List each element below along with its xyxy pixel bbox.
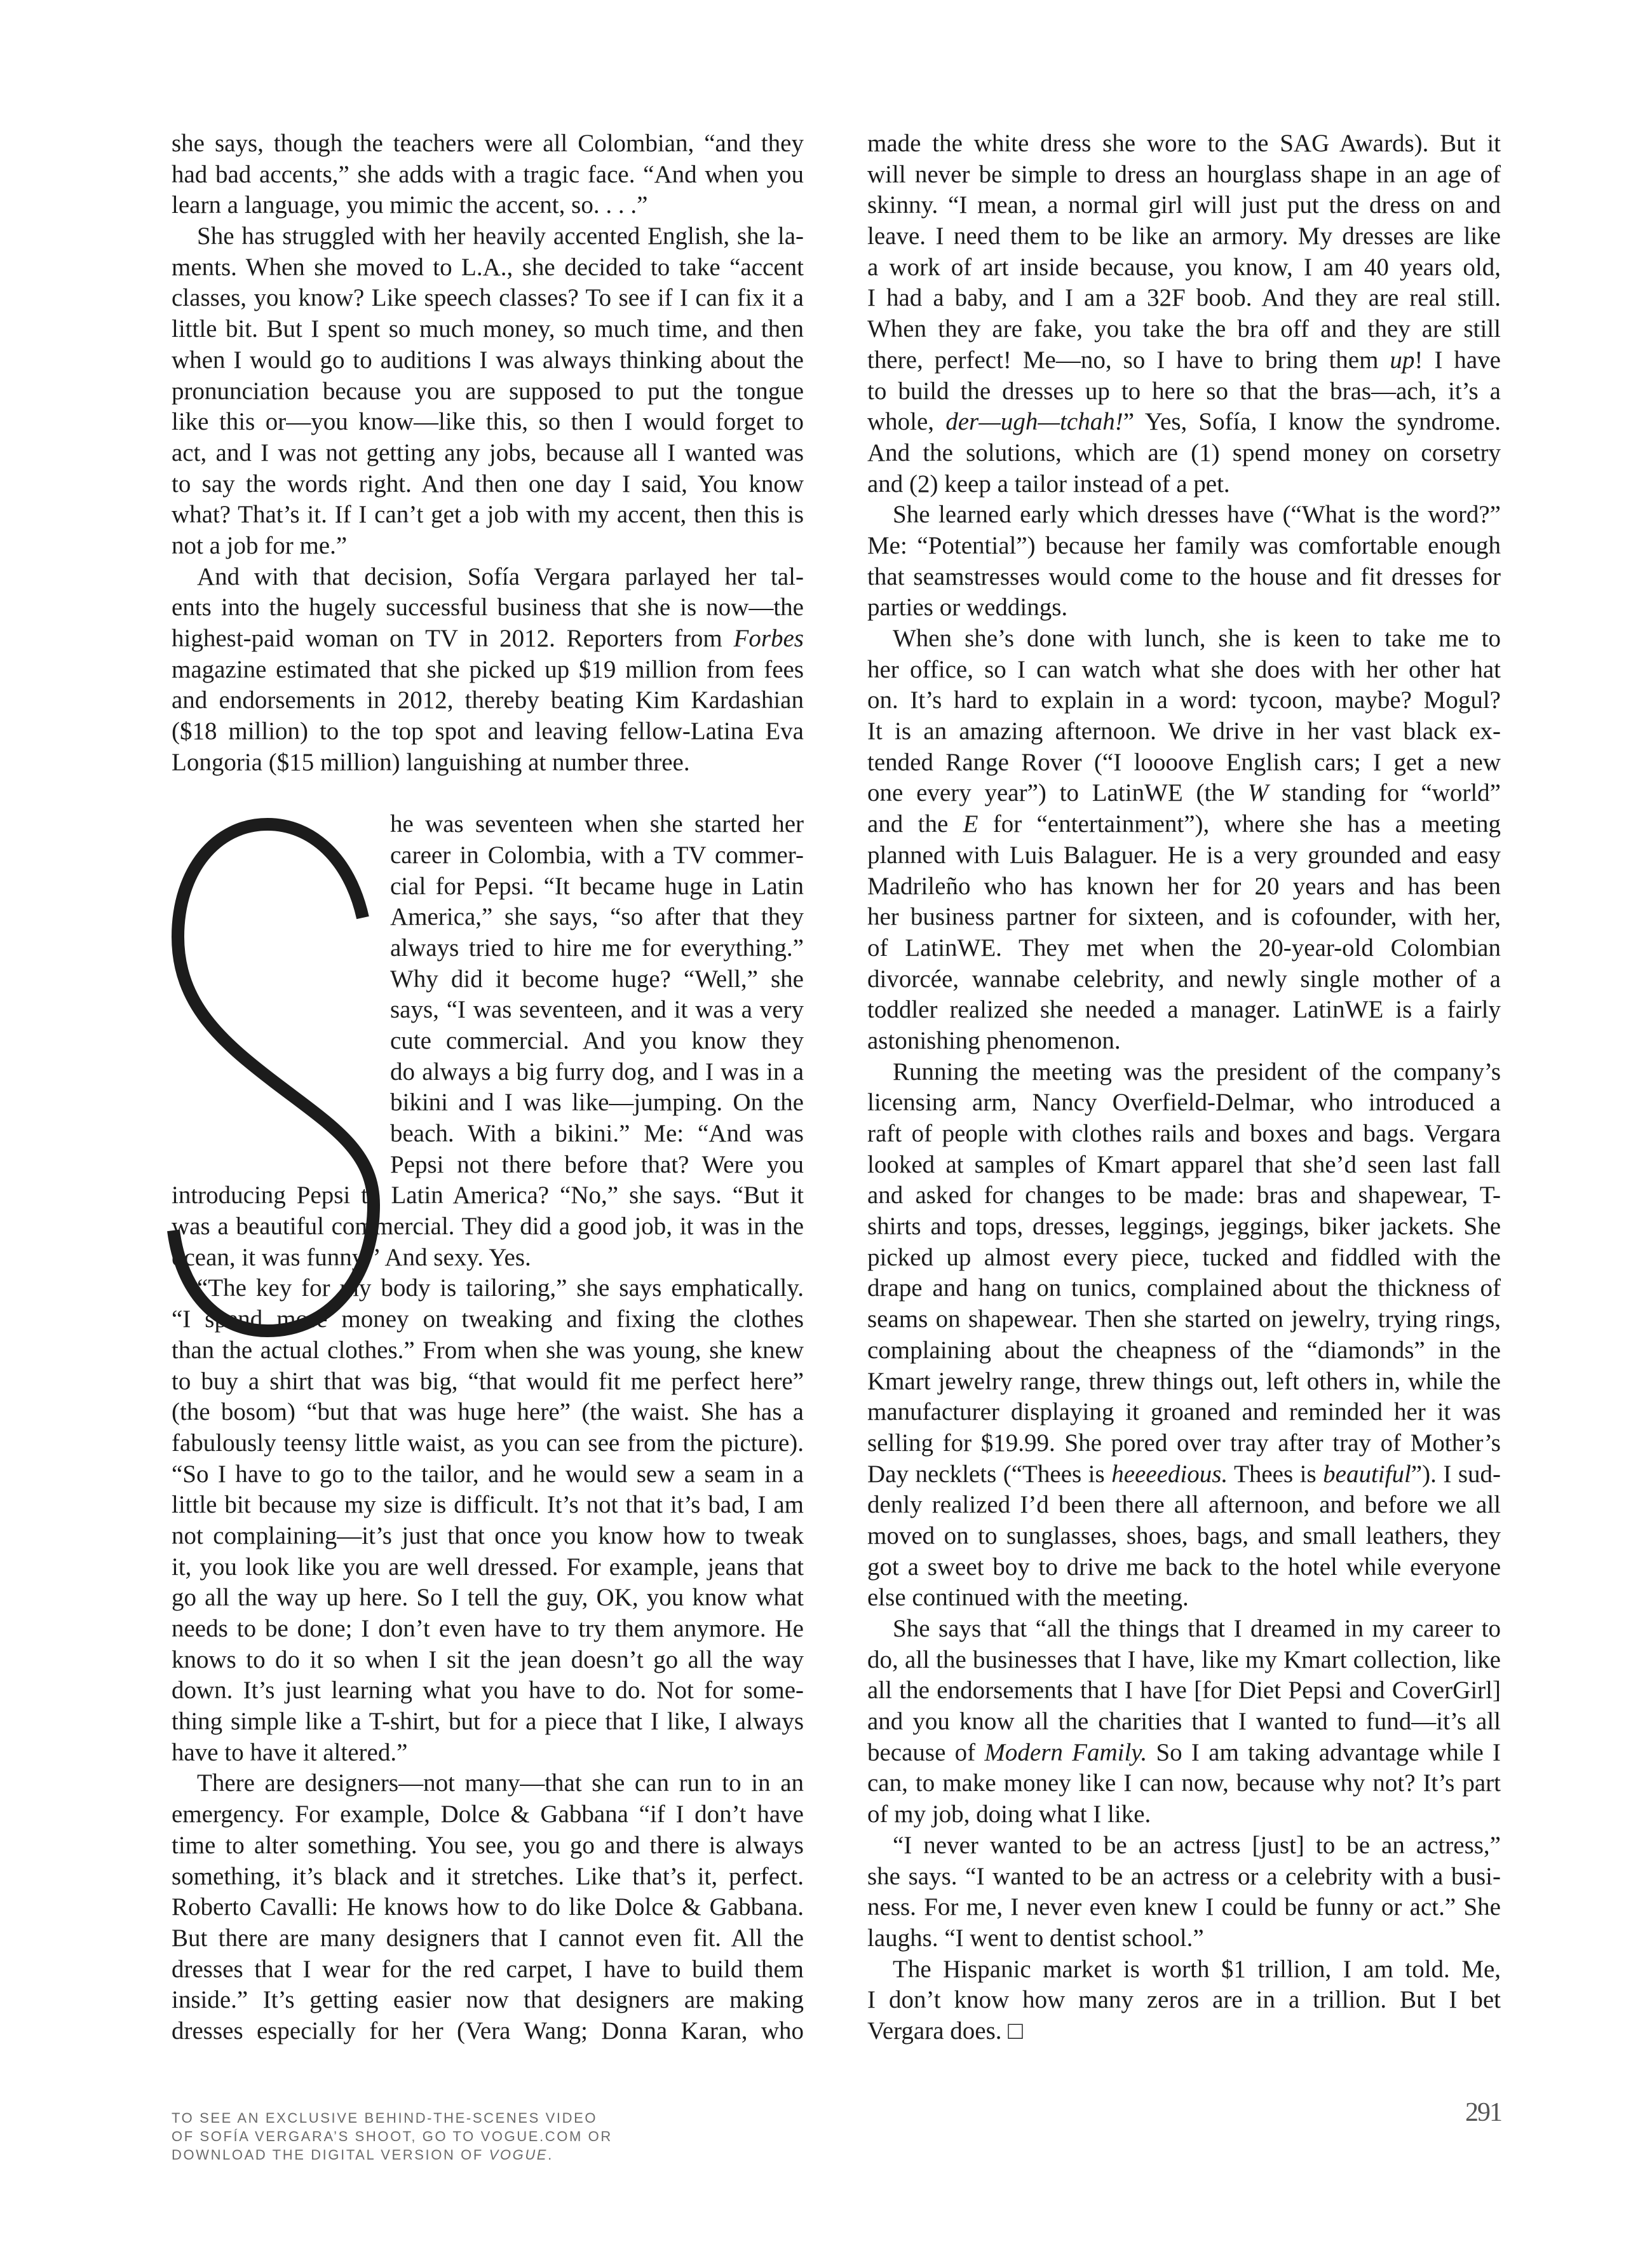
text-line: tended Range Rover (“I loooove English cars; I get a new: [867, 748, 1501, 776]
text-run: DOWNLOAD THE DIGITAL VERSION OF: [172, 2147, 489, 2163]
paragraph: [172, 1768, 804, 2046]
text-line: Vergara does. □: [867, 2017, 1023, 2045]
paragraph: [172, 562, 804, 779]
text-line: Why did it become huge? “Well,” she: [390, 965, 804, 993]
text-line: [867, 1459, 1501, 1490]
text-line: Running the meeting was the president of the company’s: [893, 1058, 1501, 1086]
text-line: that seamstresses would come to the house and fit dresses for: [867, 562, 1501, 590]
text-line: raft of people with clothes rails and boxes and bags. Vergara: [867, 1120, 1501, 1147]
text-line: a work of art inside because, you know, I am 40 years old,: [867, 253, 1501, 281]
text-line: Me: “Potential”) because her family was comfortable enough: [867, 531, 1501, 559]
text-line: [867, 345, 1501, 376]
text-line: was a beautiful commercial. They did a good job, it was in the: [172, 1213, 804, 1241]
text-line: little bit. But I spent so much money, so much time, and then: [172, 315, 804, 343]
text-line: selling for $19.99. She pored over tray after tray of Mother’s: [867, 1429, 1501, 1457]
text-line: “The key for my body is tailoring,” she says emphatically.: [197, 1274, 804, 1302]
italic-text: E: [963, 810, 978, 838]
text-line: what? That’s it. If I can’t get a job with my accent, then this is: [172, 501, 804, 529]
text-line: to say the words right. And then one day I said, You know: [172, 470, 804, 498]
text-line: America,” she says, “so after that they: [390, 903, 804, 931]
text-line: down. It’s just learning what you have to do. Not for some-: [172, 1677, 804, 1705]
text-line: thing simple like a T-shirt, but for a piece that I like, I always: [172, 1708, 804, 1736]
text-run: standing for “world”: [1268, 779, 1501, 807]
text-run: OF SOFÍA VERGARA’S SHOOT, GO TO VOGUE.COM OR: [172, 2128, 613, 2144]
text-line: and you know all the charities that I wanted to fund—it’s all: [867, 1708, 1501, 1736]
paragraph: [172, 221, 804, 562]
text-line: time to alter something. You see, you go and there is always: [172, 1831, 804, 1859]
paragraph: [867, 1830, 1501, 1954]
text-line: have to have it altered.”: [172, 1738, 408, 1766]
paragraph-spacer: [172, 778, 804, 809]
text-line: laughs. “I went to dentist school.”: [867, 1924, 1204, 1952]
text-line: When they are fake, you take the bra off and they are still: [867, 315, 1501, 343]
text-line: complaining about the cheapness of the “diamonds” in the: [867, 1336, 1501, 1364]
italic-text: beautiful: [1323, 1460, 1411, 1488]
text-line: had bad accents,” she adds with a tragic face. “And when you: [172, 160, 804, 188]
text-line: I had a baby, and I am a 32F boob. And they are real still.: [867, 284, 1501, 312]
paragraph: [867, 1614, 1501, 1830]
text-line: it, you look like you are well dressed. For example, jeans that: [172, 1553, 804, 1581]
italic-text: heeeedious.: [1111, 1460, 1228, 1488]
text-run: ! I have: [1414, 346, 1501, 374]
text-run: one every year”) to LatinWE (the: [867, 779, 1248, 807]
text-line: all the endorsements that I have [for Diet Pepsi and CoverGirl]: [867, 1677, 1501, 1705]
text-line: Pepsi not there before that? Were you: [390, 1150, 804, 1178]
text-line: and asked for changes to be made: bras and shapewear, T-: [867, 1181, 1501, 1209]
text-line: can, to make money like I can now, because why not? It’s part: [867, 1769, 1501, 1797]
paragraph: [867, 1057, 1501, 1614]
text-run: and the: [867, 810, 963, 838]
text-run: ”). I sud-: [1411, 1460, 1501, 1488]
text-line: Roberto Cavalli: He knows how to do like Dolce & Gabbana.: [172, 1893, 804, 1921]
text-line: She has struggled with her heavily accented English, she la-: [197, 222, 804, 250]
text-line: shirts and tops, dresses, leggings, jeggings, biker jackets. She: [867, 1213, 1501, 1241]
text-line: [172, 623, 804, 655]
text-line: (the bosom) “but that was huge here” (the waist. She has a: [172, 1398, 804, 1426]
text-line: Longoria ($15 million) languishing at number three.: [172, 748, 690, 776]
text-line: And with that decision, Sofía Vergara parlayed her tal-: [197, 562, 804, 590]
text-line: cial for Pepsi. “It became huge in Latin: [390, 872, 804, 900]
text-line: inside.” It’s getting easier now that designers are making: [172, 1986, 804, 2014]
paragraph: [867, 128, 1501, 500]
text-line: got a sweet boy to drive me back to the hotel while everyone: [867, 1553, 1501, 1581]
text-run: because of: [867, 1738, 985, 1766]
text-line: not a job for me.”: [172, 531, 348, 559]
text-line: when I would go to auditions I was always thinking about the: [172, 346, 804, 374]
footer-note-line: [172, 2109, 613, 2127]
text-line: and endorsements in 2012, thereby beating Kim Kardashian: [172, 686, 804, 714]
text-line: than the actual clothes.” From when she was young, she knew: [172, 1336, 804, 1364]
paragraph: [172, 128, 804, 221]
text-line: to buy a shirt that was big, “that would fit me perfect here”: [172, 1367, 804, 1395]
text-line: bikini and I was like—jumping. On the: [390, 1089, 804, 1117]
text-line: denly realized I’d been there all afternoon, and before we all: [867, 1491, 1501, 1519]
text-line: will never be simple to dress an hourglass shape in an age of: [867, 160, 1501, 188]
text-line: magazine estimated that she picked up $19 million from fees: [172, 655, 804, 683]
text-line: “So I have to go to the tailor, and he would sew a seam in a: [172, 1460, 804, 1488]
text-line: on. It’s hard to explain in a word: tycoon, maybe? Mogul?: [867, 686, 1501, 714]
text-line: act, and I was not getting any jobs, because all I wanted was: [172, 439, 804, 466]
text-line: says, “I was seventeen, and it was a very: [390, 996, 804, 1024]
text-line: something, it’s black and it stretches. Like that’s it, perfect.: [172, 1862, 804, 1890]
text-line: astonishing phenomenon.: [867, 1026, 1121, 1054]
text-line: When she’s done with lunch, she is keen to take me to: [893, 625, 1501, 652]
text-line: always tried to hire me for everything.”: [390, 934, 804, 962]
text-line: leave. I need them to be like an armory. My dresses are like: [867, 222, 1501, 250]
text-line: ments. When she moved to L.A., she decided to take “accent: [172, 253, 804, 281]
text-line: divorcée, wannabe celebrity, and newly single mother of a: [867, 965, 1501, 993]
text-line: cute commercial. And you know they: [390, 1026, 804, 1054]
text-line: introducing Pepsi to Latin America? “No,” she says. “But it: [172, 1181, 804, 1209]
italic-text: Forbes: [733, 625, 804, 652]
text-line: seams on shapewear. Then she started on jewelry, trying rings,: [867, 1305, 1501, 1333]
text-line: [867, 778, 1501, 809]
text-run: highest-paid woman on TV in 2012. Reporters from: [172, 625, 734, 652]
text-line: I don’t know how many zeros are in a trillion. But I bet: [867, 1986, 1501, 2014]
footer-note-line: [172, 2146, 613, 2164]
text-run: whole,: [867, 408, 946, 436]
text-run: Thees is: [1228, 1460, 1324, 1488]
text-line: dresses that I wear for the red carpet, I have to build them: [172, 1955, 804, 1983]
text-line: knows to do it so when I sit the jean doesn’t go all the way: [172, 1645, 804, 1673]
text-line: She says that “all the things that I dreamed in my career to: [893, 1615, 1501, 1642]
text-line: [867, 1738, 1501, 1769]
text-line: There are designers—not many—that she can run to in an: [197, 1769, 804, 1797]
paragraph: [867, 500, 1501, 623]
text-line: of LatinWE. They met when the 20-year-old Colombian: [867, 934, 1501, 962]
text-run: there, perfect! Me—no, so I have to bring them: [867, 346, 1390, 374]
text-line: classes, you know? Like speech classes? To see if I can fix it a: [172, 284, 804, 312]
text-line: dresses especially for her (Vera Wang; Donna Karan, who: [172, 2017, 804, 2045]
drop-cap-s: [159, 813, 388, 1347]
footer-video-note: [172, 2109, 613, 2164]
text-line: toddler realized she needed a manager. LatinWE is a fairly: [867, 996, 1501, 1024]
text-line: picked up almost every piece, tucked and fiddled with the: [867, 1243, 1501, 1271]
text-run: .: [548, 2147, 553, 2163]
paragraph: [867, 623, 1501, 1057]
text-line: She learned early which dresses have (“What is the word?”: [893, 501, 1501, 529]
page-number: 291: [1465, 2098, 1501, 2127]
text-line: ness. For me, I never even knew I could be funny or act.” She: [867, 1893, 1501, 1921]
text-line: ($18 million) to the top spot and leaving fellow-Latina Eva: [172, 718, 804, 745]
text-line: beach. With a bikini.” Me: “And was: [390, 1120, 804, 1147]
text-line: not complaining—it’s just that once you know how to tweak: [172, 1521, 804, 1549]
text-line: do, all the businesses that I have, like my Kmart collection, like: [867, 1645, 1501, 1673]
text-line: parties or weddings.: [867, 594, 1068, 622]
italic-text: Modern Family.: [984, 1738, 1148, 1766]
text-line: planned with Luis Balaguer. He is a very grounded and easy: [867, 841, 1501, 869]
text-line: It is an amazing afternoon. We drive in her vast black ex-: [867, 718, 1501, 745]
text-line: little bit because my size is difficult. It’s not that it’s bad, I am: [172, 1491, 804, 1519]
text-line: made the white dress she wore to the SAG Awards). But it: [867, 130, 1501, 157]
text-run: for “entertainment”), where she has a meeting: [978, 810, 1501, 838]
text-line: manufacturer displaying it groaned and reminded her it was: [867, 1398, 1501, 1426]
paragraph: [867, 1954, 1501, 2047]
text-line: skinny. “I mean, a normal girl will just put the dress on and: [867, 191, 1501, 219]
paragraph: [172, 1273, 804, 1768]
text-line: learn a language, you mimic the accent, so. . . .”: [172, 191, 648, 219]
italic-text: up: [1390, 346, 1415, 374]
text-run: TO SEE AN EXCLUSIVE BEHIND-THE-SCENES VIDEO: [172, 2110, 598, 2126]
text-line: ents into the hugely successful business that she is now—the: [172, 594, 804, 622]
text-line: her business partner for sixteen, and is cofounder, with her,: [867, 903, 1501, 931]
text-line: to build the dresses up to here so that the bras—ach, it’s a: [867, 377, 1501, 405]
text-line: emergency. For example, Dolce & Gabbana “if I don’t have: [172, 1800, 804, 1828]
italic-text: der—ugh—tchah!: [945, 408, 1123, 436]
italic-text: W: [1247, 779, 1269, 807]
text-line: drape and hang on tunics, complained about the thickness of: [867, 1274, 1501, 1302]
text-run: So I am taking advantage while I: [1147, 1738, 1501, 1766]
text-line: she says. “I wanted to be an actress or a celebrity with a busi-: [867, 1862, 1501, 1890]
text-line: And the solutions, which are (1) spend money on corsetry: [867, 439, 1501, 466]
text-line: fabulously teensy little waist, as you can see from the picture).: [172, 1429, 804, 1457]
text-run: Day necklets (“Thees is: [867, 1460, 1112, 1488]
text-line: like this or—you know—like this, so then I would forget to: [172, 408, 804, 436]
text-line: looked at samples of Kmart apparel that she’d seen last fall: [867, 1150, 1501, 1178]
text-line: “I never wanted to be an actress [just] to be an actress,”: [893, 1831, 1501, 1859]
text-line: and (2) keep a tailor instead of a pet.: [867, 470, 1230, 498]
text-line: But there are many designers that I cannot even fit. All the: [172, 1924, 804, 1952]
text-line: do always a big furry dog, and I was in a: [390, 1058, 804, 1086]
text-line: Kmart jewelry range, threw things out, left others in, while the: [867, 1367, 1501, 1395]
italic-text: VOGUE: [489, 2147, 548, 2163]
text-line: she says, though the teachers were all Colombian, “and they: [172, 130, 804, 157]
text-line: Madrileño who has known her for 20 years and has been: [867, 872, 1501, 900]
text-line: he was seventeen when she started her: [390, 810, 804, 838]
text-line: go all the way up here. So I tell the guy, OK, you know what: [172, 1584, 804, 1612]
text-line: moved on to sunglasses, shoes, bags, and small leathers, they: [867, 1521, 1501, 1549]
text-line: [867, 407, 1501, 438]
text-line: pronunciation because you are supposed to put the tongue: [172, 377, 804, 405]
text-line: of my job, doing what I like.: [867, 1800, 1151, 1828]
text-line: else continued with the meeting.: [867, 1584, 1189, 1612]
text-line: [867, 809, 1501, 840]
text-line: needs to be done; I don’t even have to try them anymore. He: [172, 1615, 804, 1642]
text-run: ” Yes, Sofía, I know the syndrome.: [1123, 408, 1501, 436]
text-line: ocean, it was funny.” And sexy. Yes.: [172, 1243, 531, 1271]
article-column-right: [867, 128, 1501, 2047]
text-line: her office, so I can watch what she does with her other hat: [867, 655, 1501, 683]
text-line: “I spend more money on tweaking and fixing the clothes: [172, 1305, 804, 1333]
text-line: The Hispanic market is worth $1 trillion, I am told. Me,: [893, 1955, 1501, 1983]
text-line: career in Colombia, with a TV commer-: [390, 841, 804, 869]
footer-note-line: [172, 2127, 613, 2146]
text-line: licensing arm, Nancy Overfield-Delmar, who introduced a: [867, 1089, 1501, 1117]
